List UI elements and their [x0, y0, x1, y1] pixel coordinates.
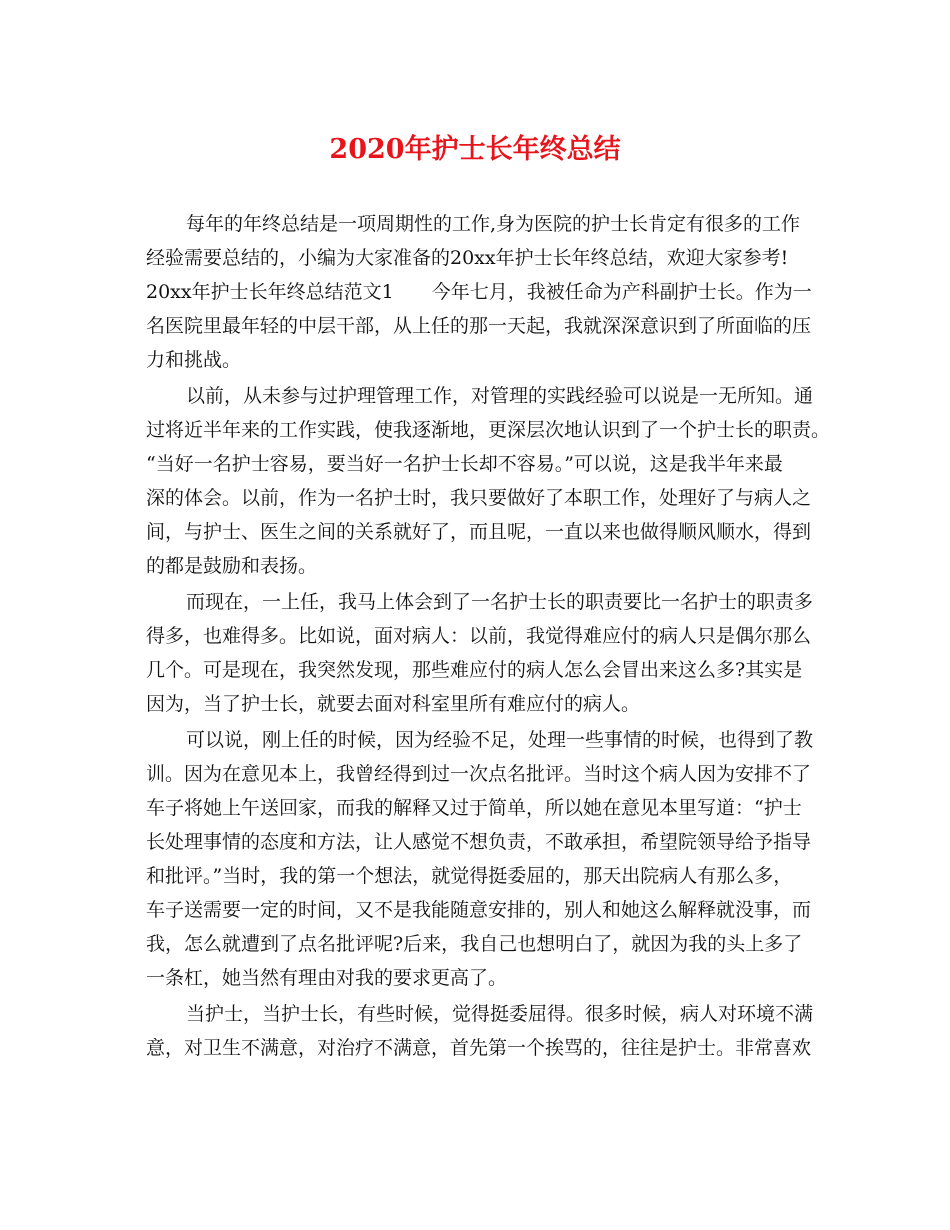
- body-line: 一条杠，她当然有理由对我的要求更高了。: [146, 967, 508, 989]
- body-line: 过将近半年来的工作实践，使我逐渐地，更深层次地认识到了一个护士长的职责。: [146, 419, 831, 441]
- body-line: 车子将她上午送回家，而我的解释又过于简单，所以她在意见本里写道：“护士: [146, 797, 802, 819]
- body-line: “当好一名护士容易，要当好一名护士长却不容易。”可以说，这是我半年来最: [146, 453, 783, 475]
- body-line: 得多，也难得多。比如说，面对病人：以前，我觉得难应付的病人只是偶尔那么: [146, 625, 812, 647]
- body-line: 间，与护士、医生之间的关系就好了，而且呢，一直以来也做得顺风顺水，得到: [146, 521, 812, 543]
- body-line: 20xx年护士长年终总结范文1 今年七月，我被任命为产科副护士长。作为一: [146, 281, 812, 303]
- body-line: 几个。可是现在，我突然发现，那些难应付的病人怎么会冒出来这么多?其实是: [146, 659, 803, 681]
- body-line: 每年的年终总结是一项周期性的工作,身为医院的护士长肯定有很多的工作: [186, 213, 801, 235]
- body-line: 深的体会。以前，作为一名护士时，我只要做好了本职工作，处理好了与病人之: [146, 487, 812, 509]
- document-title: 2020年护士长年终总结: [329, 134, 621, 165]
- body-line: 名医院里最年轻的中层干部，从上任的那一天起，我就深深意识到了所面临的压: [146, 315, 812, 337]
- body-line: 意，对卫生不满意，对治疗不满意，首先第一个挨骂的，往往是护士。非常喜欢: [146, 1037, 812, 1059]
- body-line: 长处理事情的态度和方法，让人感觉不想负责，不敢承担，希望院领导给予指导: [146, 831, 812, 853]
- body-line: 和批评。”当时，我的第一个想法，就觉得挺委屈的，那天出院病人有那么多，: [146, 865, 793, 887]
- body-line: 我，怎么就遭到了点名批评呢?后来，我自己也想明白了，就因为我的头上多了: [146, 933, 803, 955]
- body-line: 的都是鼓励和表扬。: [146, 555, 318, 577]
- body-line: 经验需要总结的，小编为大家准备的20xx年护士长年终总结，欢迎大家参考!: [146, 247, 789, 269]
- body-line: 而现在，一上任，我马上体会到了一名护士长的职责要比一名护士的职责多: [186, 591, 814, 613]
- body-line: 力和挑战。: [146, 349, 242, 371]
- body-line: 可以说，刚上任的时候，因为经验不足，处理一些事情的时候，也得到了教: [186, 729, 814, 751]
- body-line: 因为，当了护士长，就要去面对科室里所有难应付的病人。: [146, 693, 641, 715]
- body-line: 当护士，当护士长，有些时候，觉得挺委屈得。很多时候，病人对环境不满: [186, 1003, 814, 1025]
- body-line: 训。因为在意见本上，我曾经得到过一次点名批评。当时这个病人因为安排不了: [146, 763, 812, 785]
- body-line: 以前，从未参与过护理管理工作，对管理的实践经验可以说是一无所知。通: [186, 385, 814, 407]
- body-line: 车子送需要一定的时间，又不是我能随意安排的，别人和她这么解释就没事，而: [146, 899, 812, 921]
